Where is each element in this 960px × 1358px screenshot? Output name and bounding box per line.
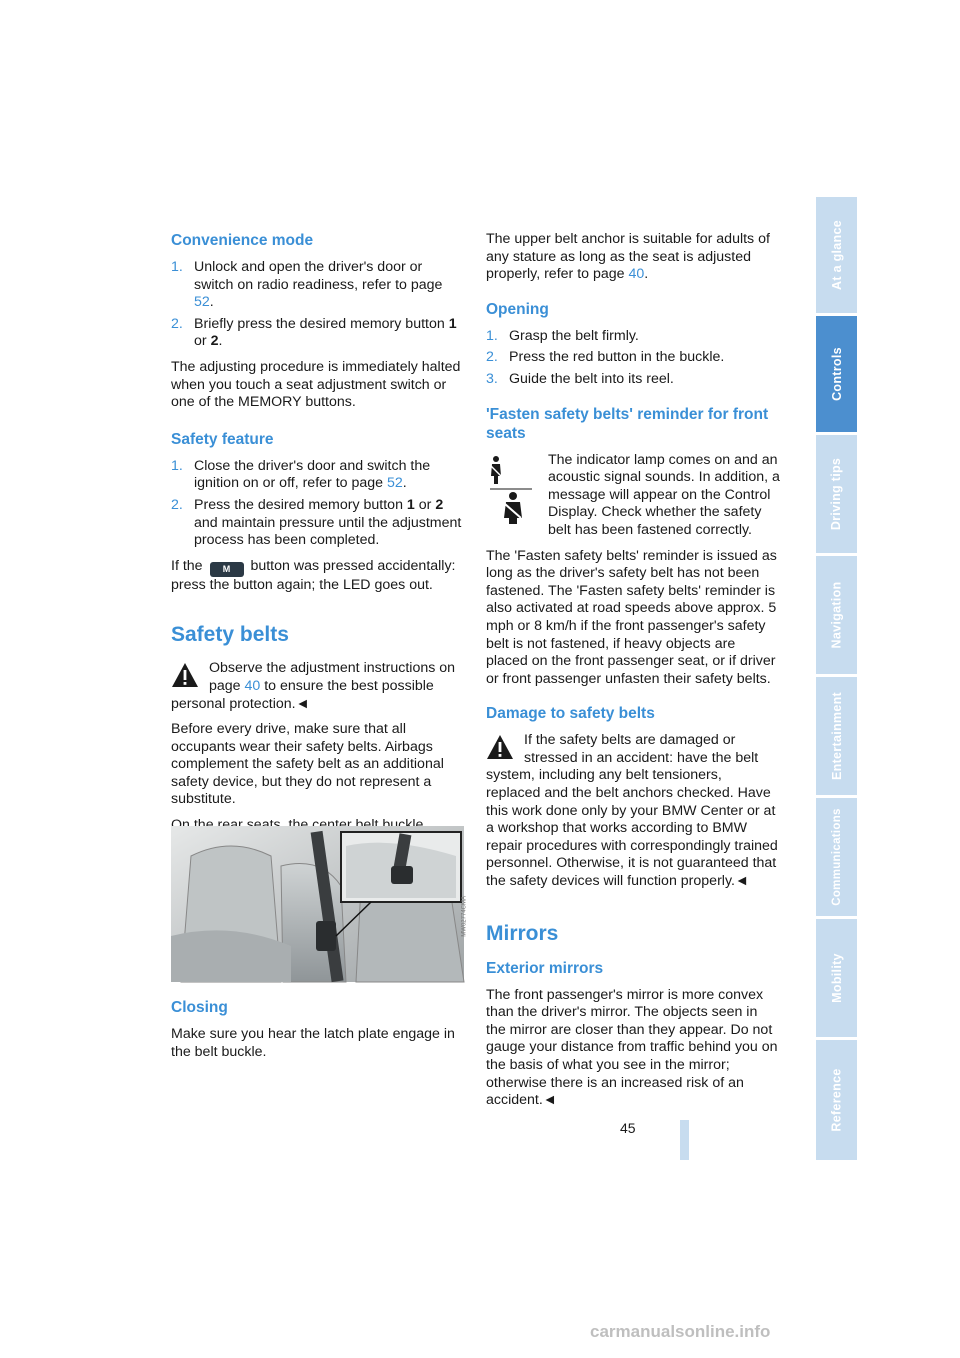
safety-feature-paragraph: If the M button was pressed accidentally: press the button again; the LED goes out. [171, 557, 456, 593]
tab-reference[interactable]: Reference [816, 1040, 857, 1160]
page-link[interactable]: 40 [628, 266, 645, 283]
upper-anchor-paragraph: The upper belt anchor is suitable for adults of any stature as long as the seat is adjusted properly, refer to page 40. [486, 231, 770, 283]
convenience-paragraph: The adjusting procedure is immediately halted when you touch a seat adjustment switch or one of the MEMORY buttons. [171, 358, 461, 411]
safety-step-2: 2. Press the desired memory button 1 or 2 and maintain pressure until the adjustment process has been completed. [171, 496, 462, 549]
safety-belts-heading: Safety belts [171, 623, 289, 647]
tab-driving-tips[interactable]: Driving tips [816, 435, 857, 553]
tab-controls[interactable]: Controls [816, 316, 857, 432]
mirrors-paragraph: The front passenger's mirror is more convex than the driver's mirror. The objects seen in the mirror are closer than they appear. Do not gauge your distance from traffic behind you on the basis of what you see in the mirror; otherwise there is an increased risk of an accident.◄ [486, 986, 778, 1109]
damage-warning: If the safety belts are damaged or stressed in an accident: have the belt system, including any belt tensioners, replaced and the belt anchors checked. Have this work done only by your BMW Center or at a workshop that works according to BMW repair procedures with correspondingly trained personnel. Otherwise, it is not guaranteed that the safety devices will function properly.◄ [486, 732, 778, 890]
mirrors-heading: Mirrors [486, 921, 559, 945]
tab-navigation[interactable]: Navigation [816, 556, 857, 674]
opening-step-1: 1. Grasp the belt firmly. [486, 327, 639, 344]
closing-heading: Closing [171, 999, 228, 1016]
opening-step-2: 2. Press the red button in the buckle. [486, 349, 725, 366]
tab-entertainment[interactable]: Entertainment [816, 677, 857, 795]
seat-belt-icon [486, 454, 536, 526]
chapter-sidebar [816, 197, 857, 1160]
safety-feature-steps [171, 458, 464, 550]
safety-belts-paragraph-1: Before every drive, make sure that all occupants wear their safety belts. Airbags complement the safety belt as an additional safety device, but they do not represent a substitute. [171, 721, 444, 808]
opening-heading: Opening [486, 300, 549, 318]
footer-watermark: carmanualsonline.info [590, 1322, 771, 1341]
convenience-mode-heading: Convenience mode [171, 232, 314, 249]
opening-steps [486, 328, 780, 389]
tab-mobility[interactable]: Mobility [816, 919, 857, 1037]
convenience-steps [171, 259, 464, 351]
page-link[interactable]: 52 [386, 475, 403, 492]
page-link[interactable]: 40 [244, 677, 261, 694]
image-code: MW02774CMA [462, 896, 468, 937]
convenience-step-1: 1. Unlock and open the driver's door or switch on radio readiness, refer to page 52. [171, 259, 443, 311]
right-column [486, 231, 780, 1118]
warning-icon [486, 734, 514, 760]
reminder-heading: 'Fasten safety belts' reminder for front seats [486, 405, 769, 442]
closing-section [171, 998, 464, 1069]
tab-communications[interactable]: Communications [816, 798, 857, 916]
reminder-paragraph: The 'Fasten safety belts' reminder is issued as long as the driver's safety belt has not been fastened. The 'Fasten safety belts' reminder is also activated at road speeds above approx. 5 mph or 8 km/h if the front passenger's safety belt is not fastened, if heavy objects are placed on the front passenger seat, or if driver or front passenger unfasten their safety belts. [486, 547, 777, 687]
page-number: 45 [620, 1120, 636, 1136]
reminder-icon-block [486, 452, 780, 540]
tab-at-a-glance[interactable]: At a glance [816, 197, 857, 313]
seat-belt-buckle-photo [171, 826, 468, 982]
reminder-icon-text: The indicator lamp comes on and an acoustic signal sounds. In addition, a message will appear on the Control Display. Check whether the safety belt has been fastened correctly. [548, 451, 780, 538]
closing-paragraph: Make sure you hear the latch plate engage in the belt buckle. [171, 1026, 455, 1060]
page-link[interactable]: 52 [194, 294, 210, 311]
warning-icon [171, 662, 199, 688]
safety-belts-warning: Observe the adjustment instructions on page 40 to ensure the best possible personal protection.◄ [171, 660, 456, 712]
exterior-mirrors-heading: Exterior mirrors [486, 959, 604, 977]
left-column [171, 231, 464, 878]
opening-step-3: 3. Guide the belt into its reel. [486, 370, 674, 387]
memory-button-icon: M [210, 562, 244, 577]
safety-step-1: 1. Close the driver's door and switch the ignition on or off, refer to page 52. [171, 457, 431, 492]
page-marker-bar [680, 1120, 689, 1160]
convenience-step-2: 2. Briefly press the desired memory button 1 or 2. [171, 315, 457, 350]
safety-feature-heading: Safety feature [171, 430, 274, 448]
damage-heading: Damage to safety belts [486, 705, 655, 723]
seat-illustration [171, 826, 464, 982]
